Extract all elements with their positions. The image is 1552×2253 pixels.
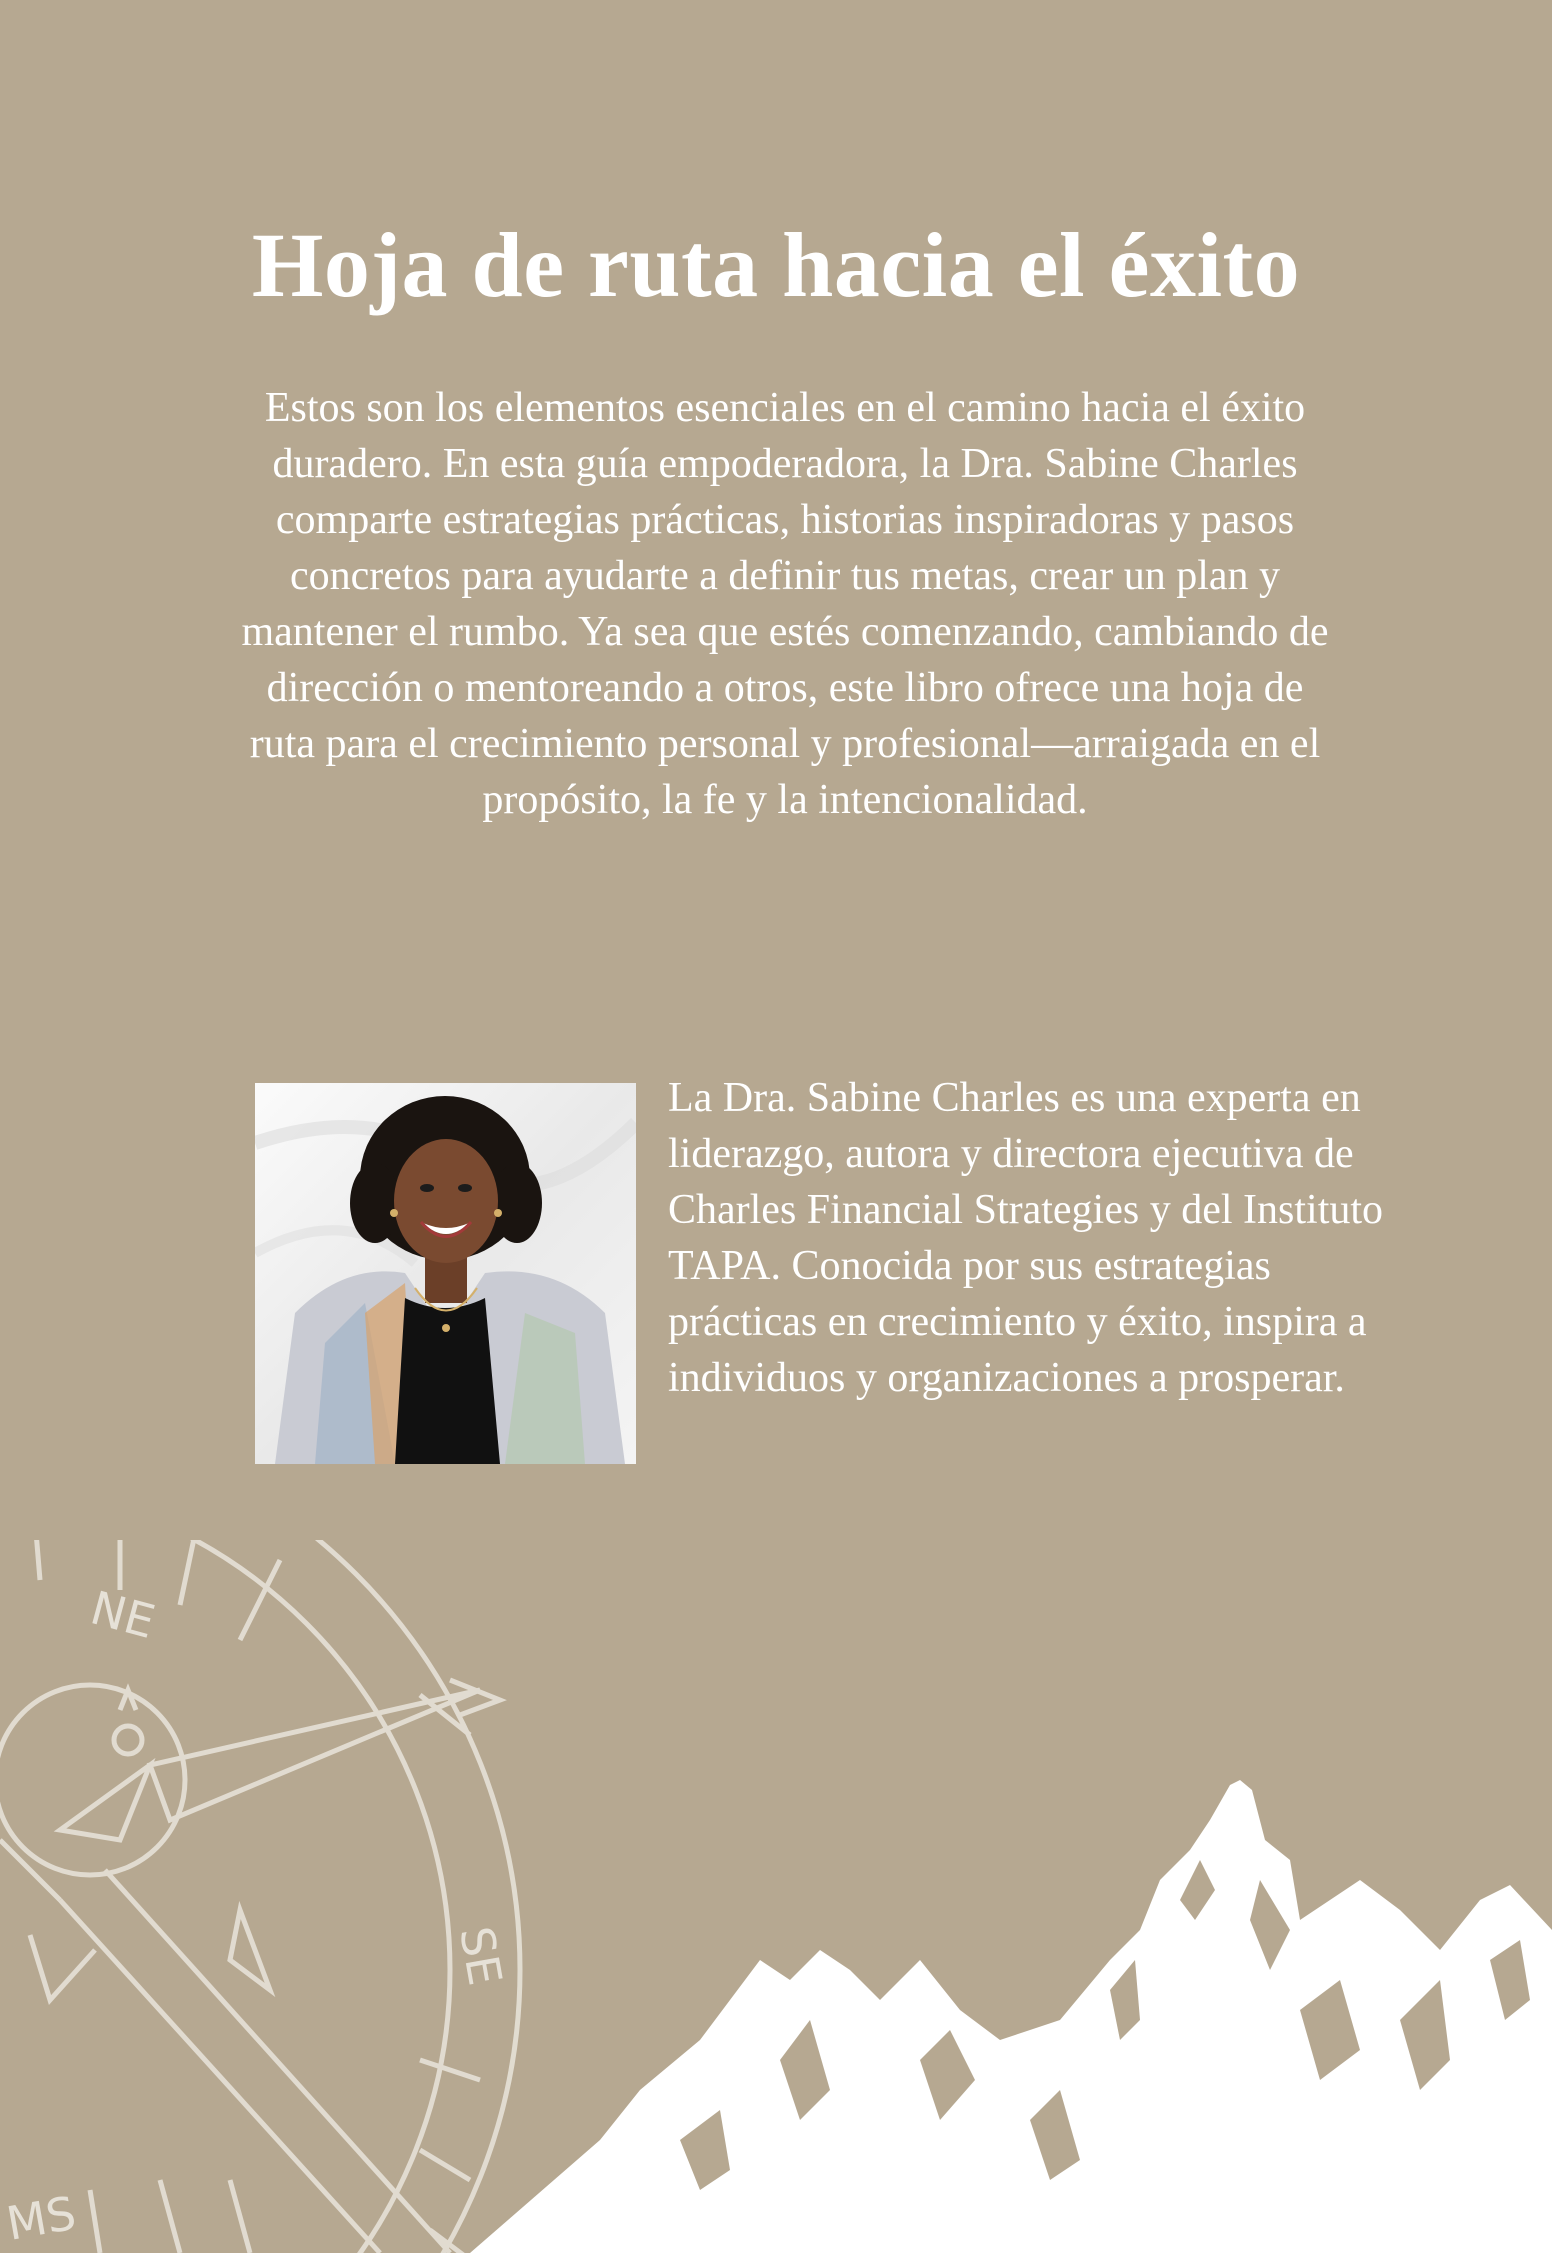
compass-label-se: SE [449, 1922, 513, 1990]
mountain-illustration [0, 1760, 1552, 2253]
book-description: Estos son los elementos esenciales en el camino hacia el éxito duradero. En esta guía empoderadora, la Dra. Sabine Charles comparte estrategias prácticas, historias inspiradoras y pasos concretos para ayudarte a definir tus metas, crear un plan y mantener el rumbo. Ya sea que estés comenzando, cambiando de dirección o mentoreando a otros, este libro ofrece una hoja de ruta para el crecimiento personal y profesional—arraigada en el propósito, la fe y la intencionalidad. [241, 385, 1329, 823]
author-photo [255, 1083, 636, 1464]
compass-label-ne: NE [85, 1580, 161, 1650]
compass-label-ms: MS [2, 2185, 80, 2251]
author-bio: La Dra. Sabine Charles es una experta en liderazgo, autora y directora ejecutiva de Charles Financial Strategies y del Instituto TAPA. Conocida por sus estrategias prácticas en crecimiento y éxito, inspira a individuos y organizaciones a prosperar. [668, 1075, 1384, 1401]
cover-title: Hoja de ruta hacia el éxito [251, 214, 1301, 316]
